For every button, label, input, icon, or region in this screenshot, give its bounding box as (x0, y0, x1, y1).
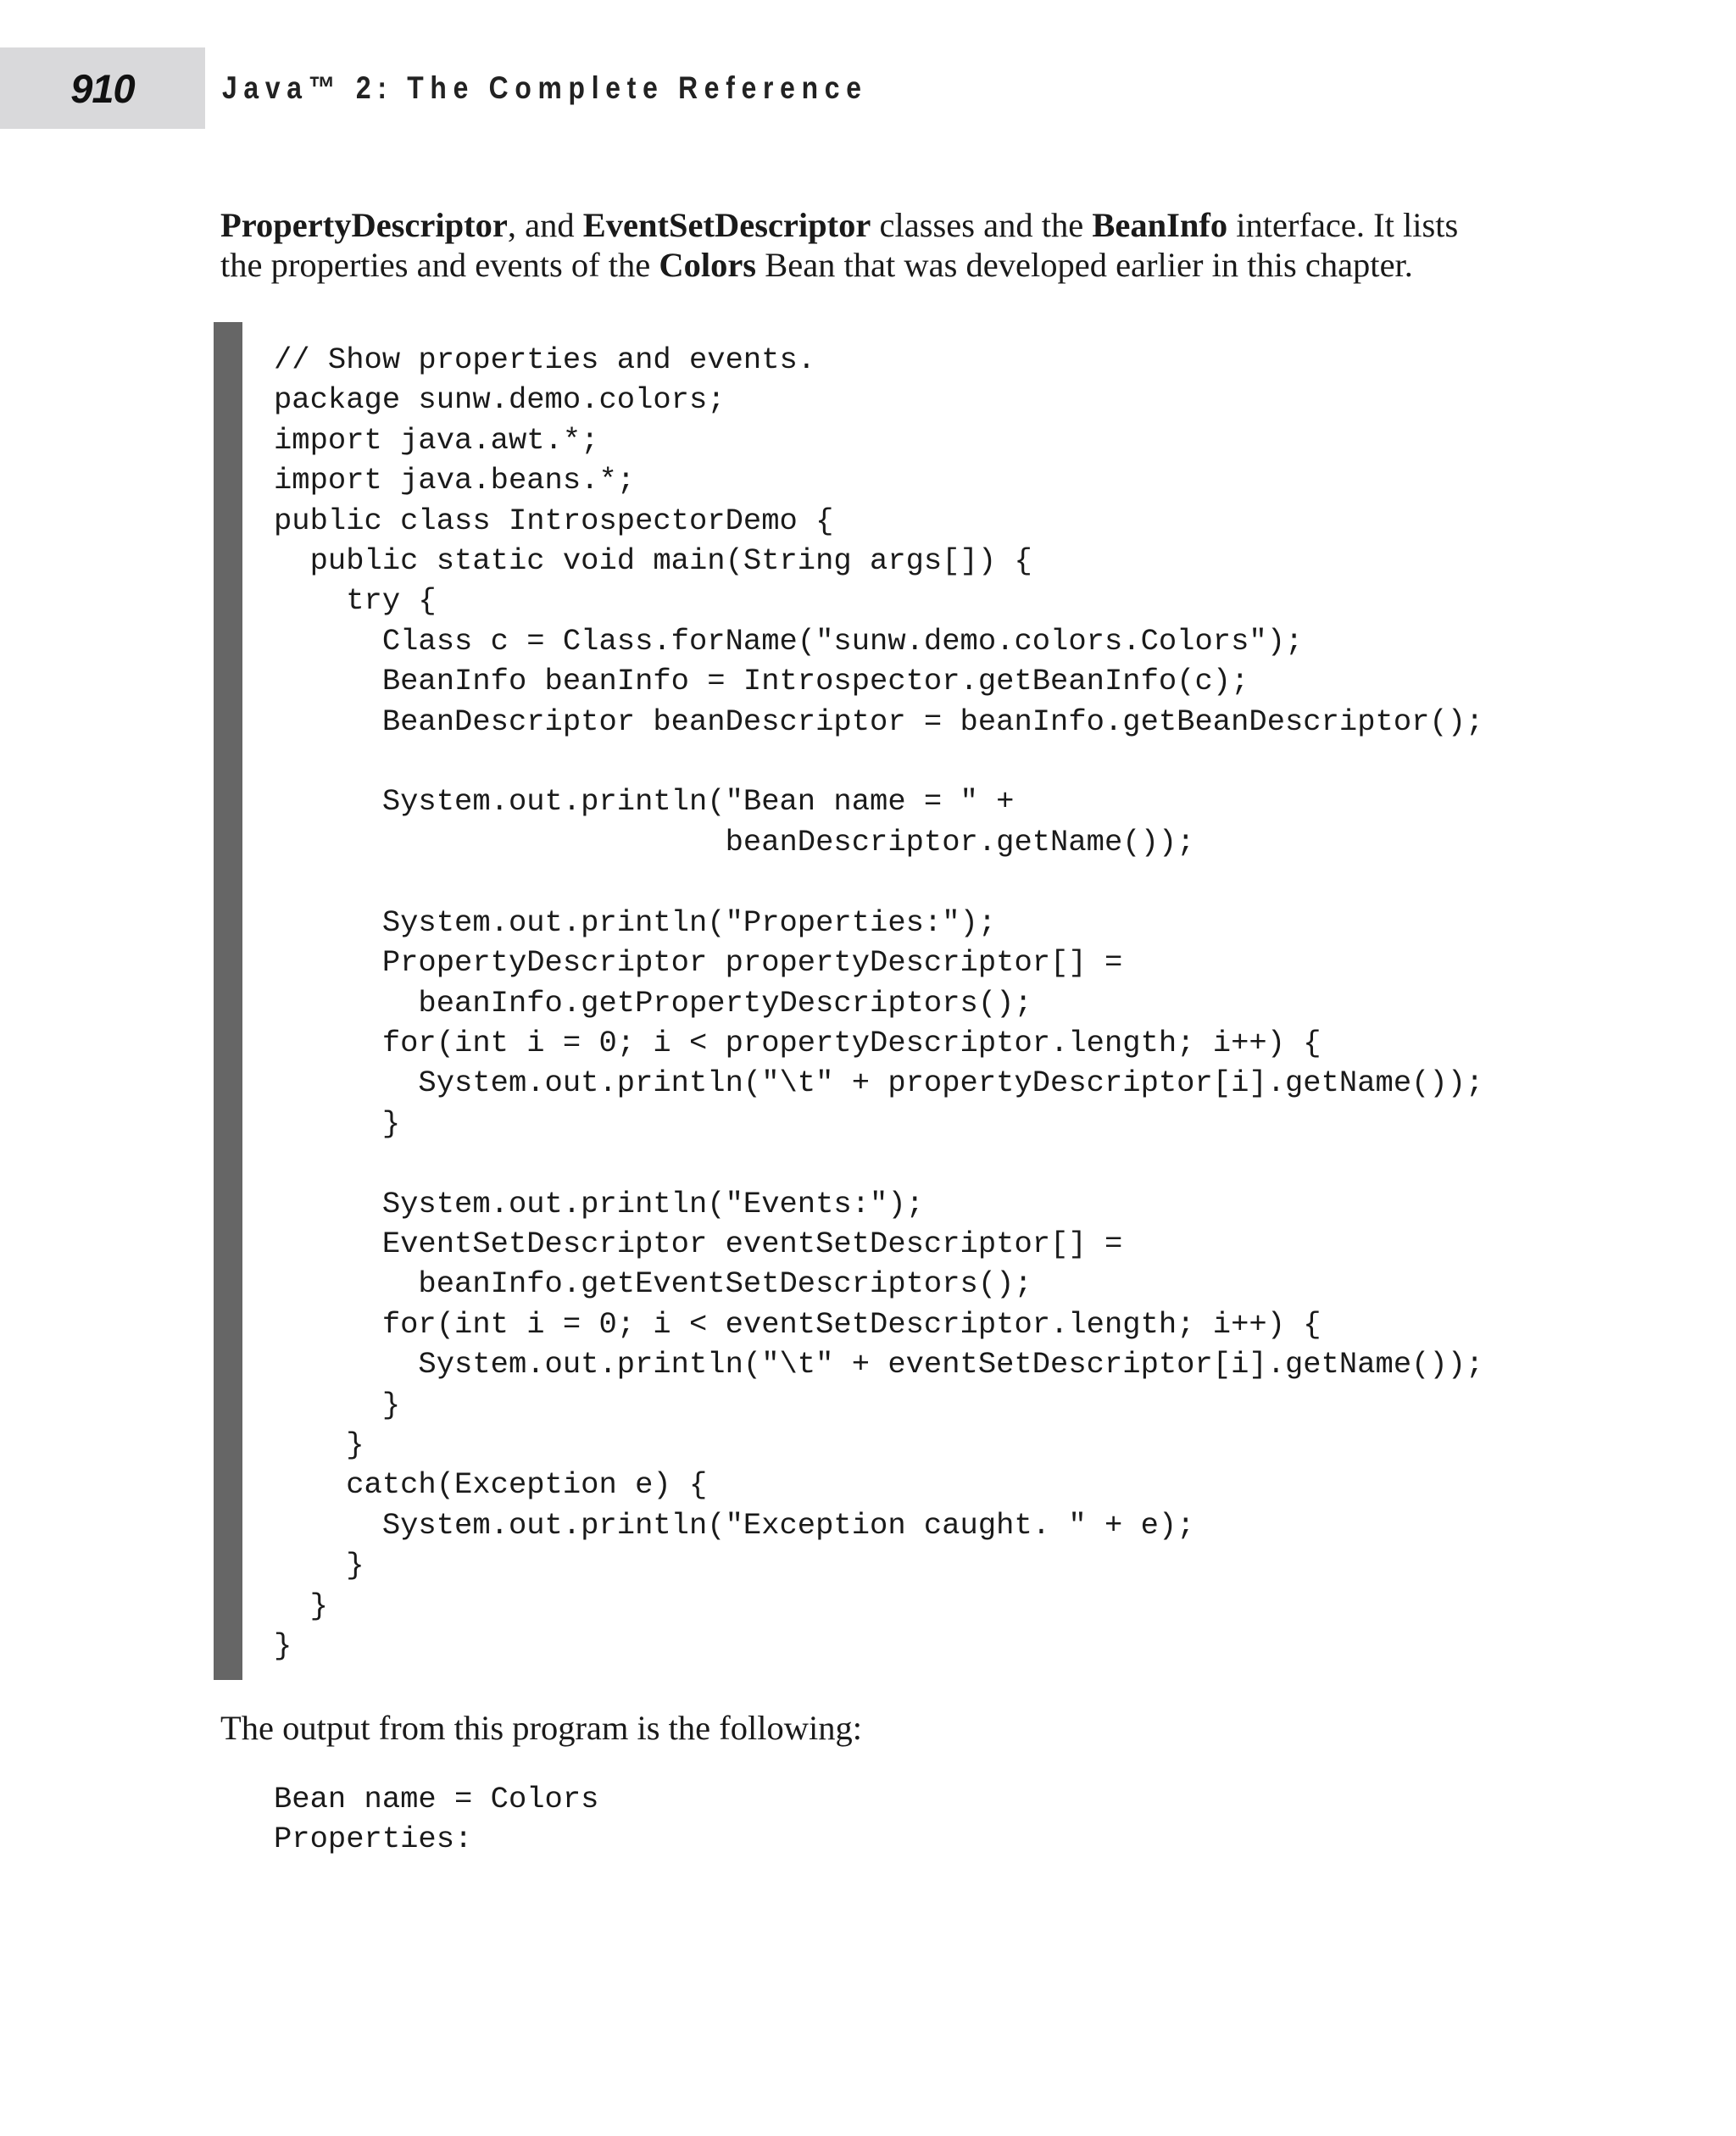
output-listing: Bean name = Colors Properties: (274, 1782, 599, 1857)
intro-text-5: Bean that was developed earlier in this chapter. (756, 246, 1413, 284)
term-colors: Colors (659, 246, 757, 284)
term-property-descriptor: PropertyDescriptor (220, 206, 508, 244)
intro-text-3: interface. It lists (1227, 206, 1459, 244)
page-number: 910 (70, 65, 135, 111)
term-event-set-descriptor: EventSetDescriptor (582, 206, 871, 244)
intro-text-4: the properties and events of the (220, 246, 659, 284)
running-head: Java™ 2: The Complete Reference (222, 70, 868, 105)
code-listing: // Show properties and events. package sunw.demo.colors; import java.awt.*; import java.beans.*; public class IntrospectorDemo { public static void main(String args[]) { try { Class c = Class.forName("sunw.demo.colors.Colors"); BeanInfo beanInfo = Introspector.getBeanInfo(c); BeanDescriptor beanDescriptor = beanInfo.getBeanDescriptor(); System.out.println("Bean name = " + beanDescriptor.getName()); System.out.println("Properties:"); PropertyDescriptor propertyDescriptor[] = beanInfo.getPropertyDescriptors(); for(int i = 0; i < propertyDescriptor.length; i++) { System.out.println("\t" + propertyDescriptor[i].getName()); } System.out.println("Events:"); EventSetDescriptor eventSetDescriptor[] = beanInfo.getEventSetDescriptors(); for(int i = 0; i < eventSetDescriptor.length; i++) { System.out.println("\t" + eventSetDescriptor[i].getName()); } } catch(Exception e) { System.out.println("Exception caught. " + e); } } } (274, 342, 1484, 1663)
term-bean-info: BeanInfo (1092, 206, 1228, 244)
output-intro-text: The output from this program is the following: (220, 1709, 863, 1747)
intro-text-1: , and (507, 206, 583, 244)
intro-text-2: classes and the (871, 206, 1093, 244)
intro-paragraph (220, 205, 1526, 285)
code-listing-bar (214, 322, 242, 1680)
